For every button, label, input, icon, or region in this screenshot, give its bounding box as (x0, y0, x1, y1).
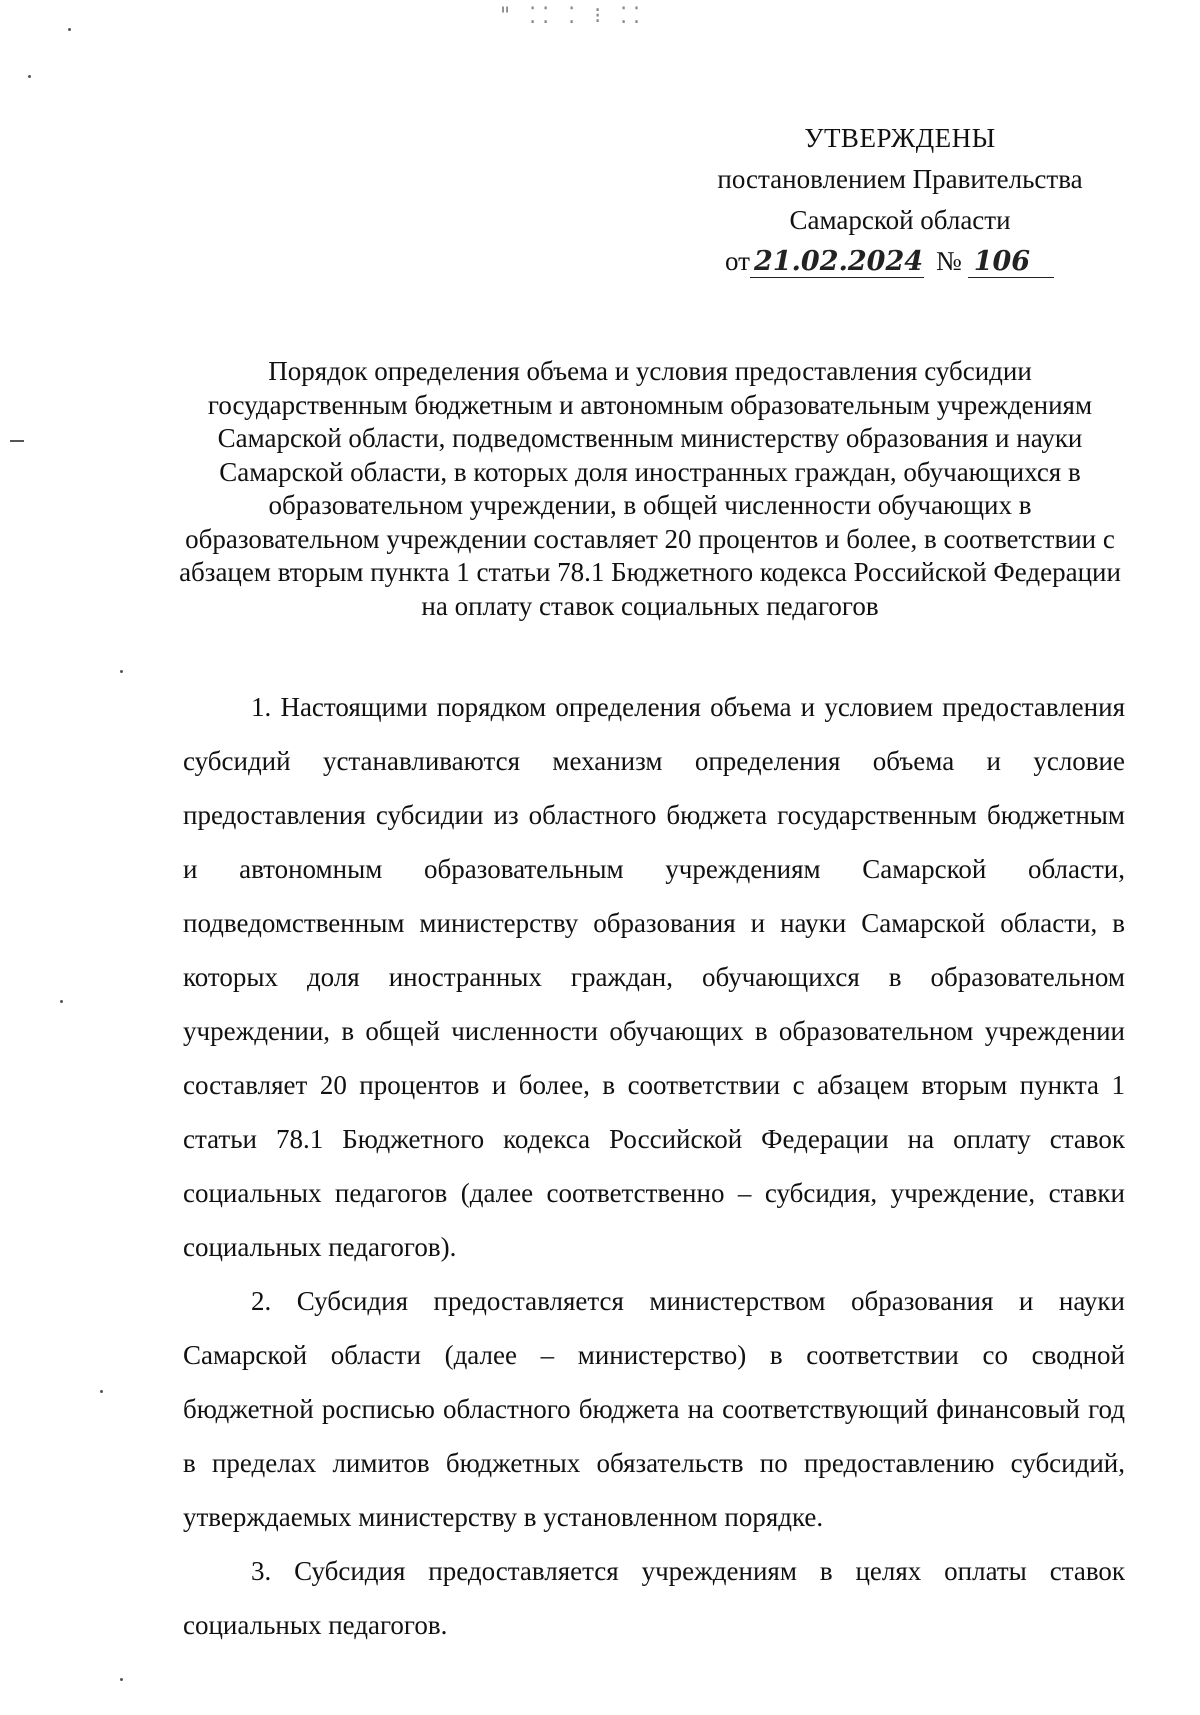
scan-speck (28, 75, 31, 78)
approval-date-line (700, 241, 1100, 282)
scan-speck (100, 1390, 103, 1393)
paragraph-3: 3. Субсидия предоставляется учреждениям в целях оплаты ставок социальных педагогов. (183, 1556, 1125, 1640)
scan-artifact-marks: " ⁚⁚ ⁚ ⁝ ⁚⁚ (500, 4, 647, 29)
document-title: Порядок определения объема и условия предоставления субсидии государственным бюджетным и автономным образовательным учреждениям Самарской области, подведомственным министерству образования и науки Самарской области, в которых доля иностранных граждан, обучающихся в образовательном учреждении, в общей численности обучающих в образовательном учреждении составляет 20 процентов и более, в соответствии с абзацем вторым пункта 1 статьи 78.1 Бюджетного кодекса Российской Федерации на оплату ставок социальных педагогов (179, 356, 1121, 621)
paragraph-2: 2. Субсидия предоставляется министерством образования и науки Самарской области (далее – министерство) в соответствии со сводной бюджетной росписью областного бюджета на соответствующий финансовый год в пределах лимитов бюджетных обязательств по предоставлению субсидий, утверждаемых министерству в установленном порядке. (183, 1286, 1125, 1532)
scan-speck (60, 1000, 63, 1003)
scan-dash (10, 440, 24, 442)
date-prefix: от (725, 246, 750, 276)
handwritten-number: 106 (968, 247, 1054, 278)
handwritten-date: 21.02.2024 (750, 247, 924, 278)
approval-stamp-block (700, 118, 1100, 282)
number-prefix: № (935, 246, 962, 276)
approval-line-1: постановлением Правительства (717, 164, 1083, 194)
scan-speck (68, 28, 71, 31)
document-body (183, 680, 1125, 1652)
scan-speck (120, 1678, 123, 1681)
scan-speck (120, 670, 123, 673)
approval-heading: УТВЕРЖДЕНЫ (804, 123, 996, 153)
approval-line-2: Самарской области (789, 205, 1011, 235)
paragraph-1: 1. Настоящими порядком определения объема и условием предоставления субсидий устанавливаются механизм определения объема и условие предоставления субсидии из областного бюджета государственным бюджетным и автономным образовательным учреждениям Самарской области, подведомственным министерству образования и науки Самарской области, в которых доля иностранных граждан, обучающихся в образовательном учреждении, в общей численности обучающих в образовательном учреждении составляет 20 процентов и более, в соответствии с абзацем вторым пункта 1 статьи 78.1 Бюджетного кодекса Российской Федерации на оплату ставок социальных педагогов (далее соответственно – субсидия, учреждение, ставки социальных педагогов). (183, 692, 1125, 1262)
